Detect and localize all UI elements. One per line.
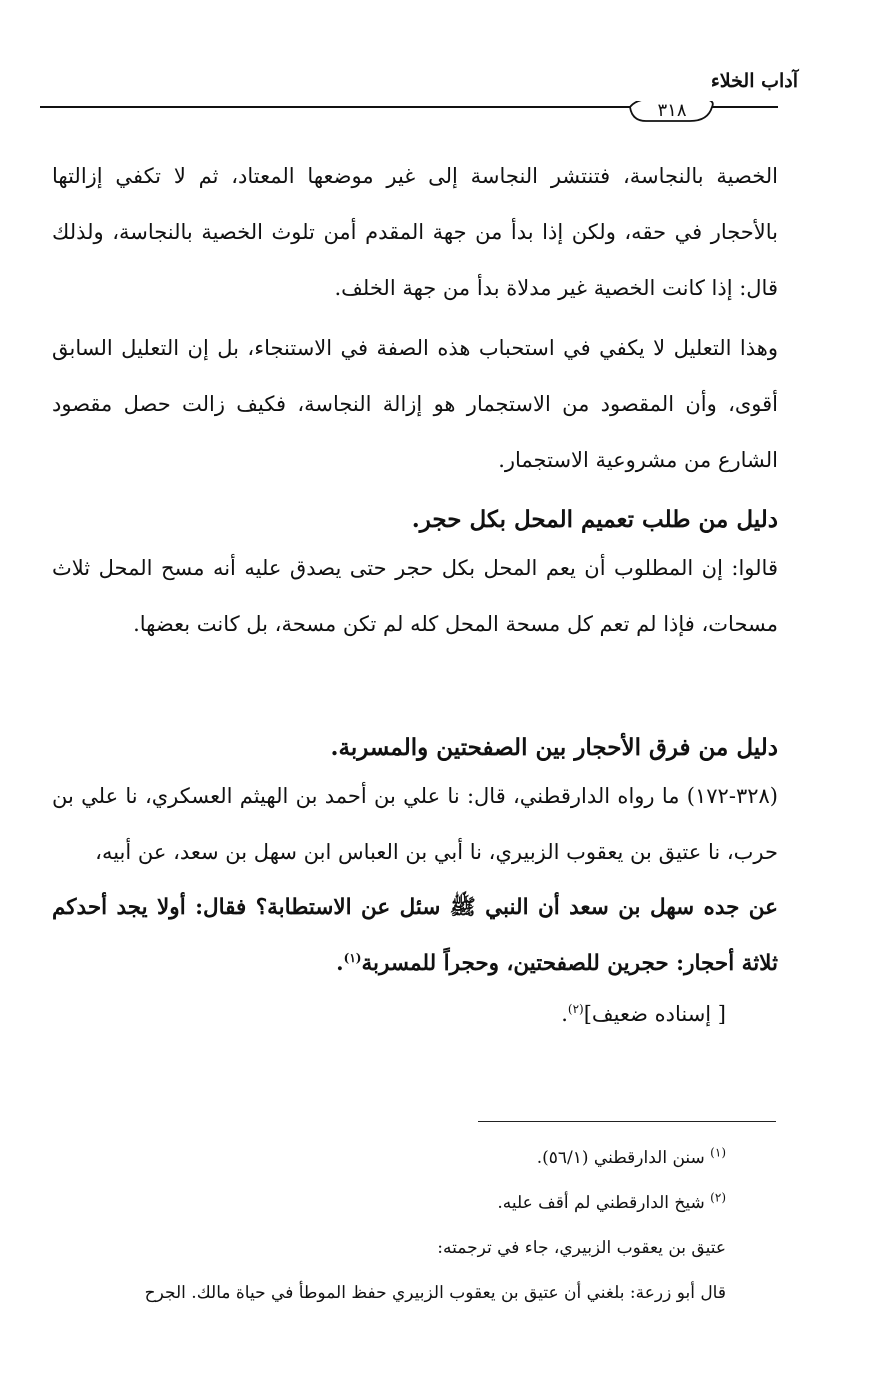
footnotes bbox=[52, 1136, 778, 1316]
footnote-2-text: شيخ الدارقطني لم أقف عليه. bbox=[497, 1193, 705, 1213]
header-rule bbox=[40, 101, 778, 131]
footnote-ref-1[interactable]: (١) bbox=[343, 950, 362, 965]
running-title: آداب الخلاء bbox=[710, 70, 798, 92]
grading bbox=[52, 992, 778, 1036]
footnote-2-marker: (٢) bbox=[710, 1190, 726, 1205]
hadith-body: عن جده سهل بن سعد أن النبي ﷺ سئل عن الاستطابة؟ فقال: أولا يجد أحدكم ثلاثة أحجار: حجرين للصفحتين، وحجراً للمسربة bbox=[52, 895, 778, 976]
section-heading-full-coverage: دليل من طلب تعميم المحل بكل حجر. bbox=[411, 506, 778, 533]
paragraph-full-coverage: قالوا: إن المطلوب أن يعم المحل بكل حجر حتى يصدق عليه أنه مسح المحل ثلاث مسحات، فإذا لم تعم كل مسحة المحل كله لم تكن مسحة، بل كانت بعضها. bbox=[52, 556, 778, 636]
section-distribution bbox=[52, 728, 778, 1036]
paragraph-critique: وهذا التعليل لا يكفي في استحباب هذه الصفة في الاستنجاء، بل إن التعليل السابق أقوى، وأن المقصود من الاستجمار هو إزالة النجاسة، فكيف زالت حصل مقصود الشارع من مشروعية الاستجمار. bbox=[52, 336, 778, 472]
section-heading-distribution: دليل من فرق الأحجار بين الصفحتين والمسربة. bbox=[330, 734, 778, 761]
footnote-1 bbox=[52, 1136, 778, 1181]
hadith-end: . bbox=[336, 951, 344, 976]
footnote-2-quote: قال أبو زرعة: بلغني أن عتيق بن يعقوب الزبيري حفظ الموطأ في حياة مالك. الجرح bbox=[144, 1283, 726, 1303]
footnote-1-marker: (١) bbox=[710, 1145, 726, 1160]
footnote-1-text: سنن الدارقطني (٥٦/١). bbox=[536, 1148, 705, 1168]
hadith-chain: (٣٢٨-١٧٢) ما رواه الدارقطني، قال: نا علي بن أحمد بن الهيثم العسكري، نا علي بن حرب، نا عتيق بن يعقوب الزبيري، نا أبي بن العباس ابن سهل بن سعد، عن أبيه، bbox=[52, 784, 778, 864]
paragraph-continued: الخصية بالنجاسة، فتنتشر النجاسة إلى غير موضعها المعتاد، ثم لا تكفي إزالتها بالأحجار في حقه، ولكن إذا بدأ من جهة المقدم أمن تلوث الخصية بالنجاسة، ولذلك قال: إذا كانت الخصية غير مدلاة بدأ من جهة الخلف. bbox=[52, 164, 778, 300]
hadith-text bbox=[52, 880, 778, 992]
footnote-ref-2[interactable]: (٢) bbox=[567, 1002, 584, 1016]
page-number: ٣١٨ bbox=[657, 101, 687, 121]
section-continuation bbox=[52, 148, 778, 488]
grading-text: [ إسناده ضعيف] bbox=[583, 1002, 726, 1026]
grading-end: . bbox=[561, 1002, 568, 1026]
section-full-coverage bbox=[52, 500, 778, 652]
footnote-2 bbox=[52, 1181, 778, 1226]
footnote-separator bbox=[478, 1121, 776, 1122]
footnote-2-continued: عتيق بن يعقوب الزبيري، جاء في ترجمته: bbox=[437, 1238, 726, 1258]
